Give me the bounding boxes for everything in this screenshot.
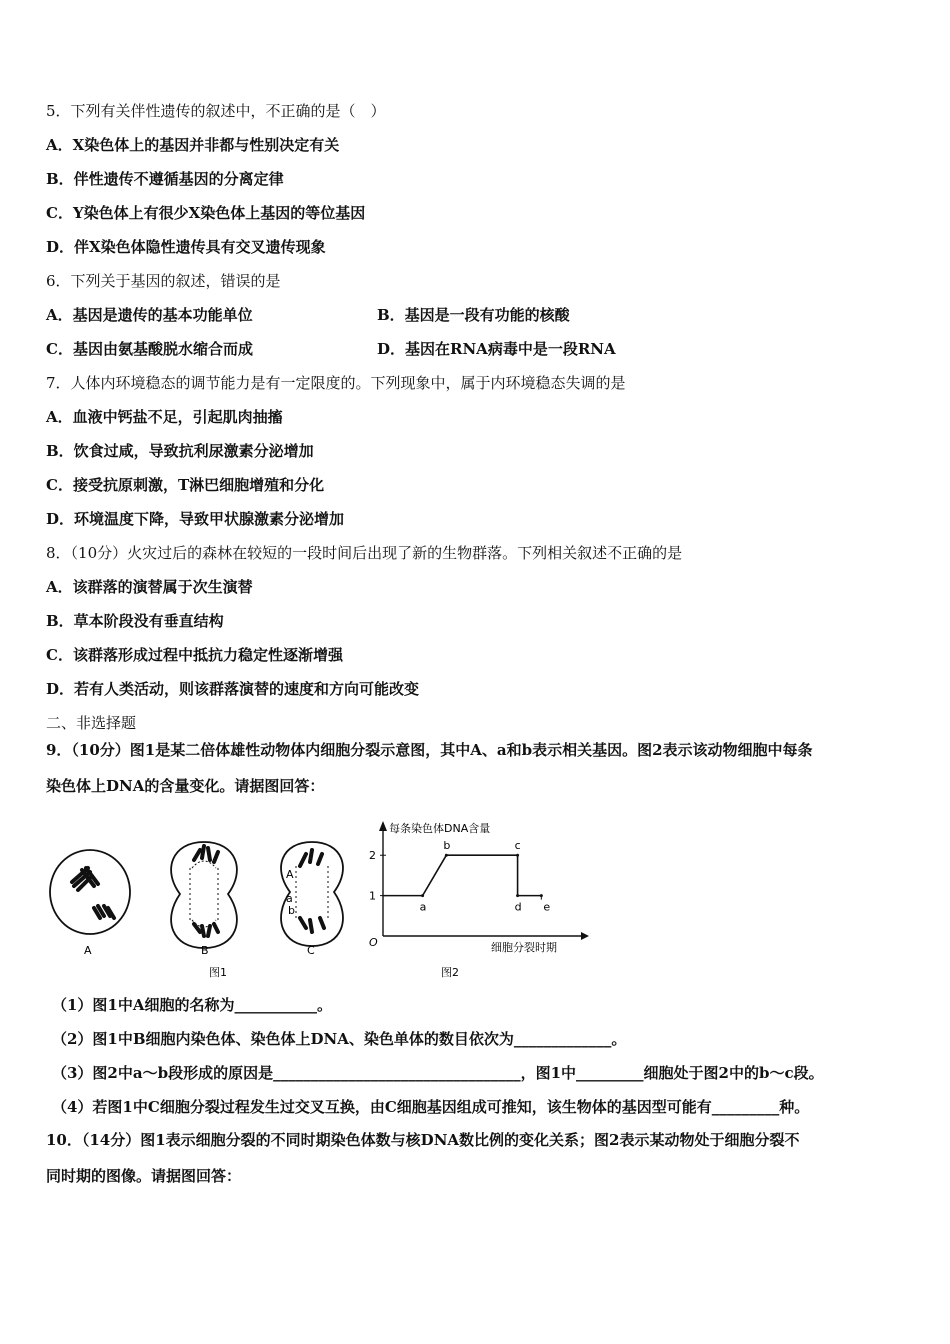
q5-option-a: A．X染色体上的基因并非都与性别决定有关	[46, 136, 340, 154]
point-label-a: a	[419, 900, 427, 914]
cell-c-label: C	[307, 944, 315, 957]
q9-sub4: （4）若图1中C细胞分裂过程发生过交叉互换，由C细胞基因组成可推知，该生物体的基因型可能有_________种。	[52, 1098, 810, 1116]
q10-stem-line1: 10．（14分）图1表示细胞分裂的不同时期染色体数与核DNA数比例的变化关系；图2表示某动物处于细胞分裂不	[46, 1131, 800, 1149]
q7-option-d: D．环境温度下降，导致甲状腺激素分泌增加	[46, 510, 345, 528]
q6-stem: 6．下列关于基因的叙述，错误的是	[46, 272, 281, 290]
q8-option-a: A．该群落的演替属于次生演替	[46, 578, 253, 596]
cell-a-label: A	[84, 944, 92, 957]
q6-option-a: A．基因是遗传的基本功能单位	[46, 306, 253, 324]
point-label-d: d	[514, 900, 522, 914]
y-tick-label: 1	[369, 889, 376, 903]
q9-sub3: （3）图2中a～b段形成的原因是_________________________________，图1中_________细胞处于图2中的b～c段。	[52, 1064, 824, 1082]
gene-label-A: A	[286, 868, 294, 881]
q5-stem: 5．下列有关伴性遗传的叙述中，不正确的是（ ）	[46, 102, 386, 120]
figure-2-chart	[365, 818, 590, 980]
q9-stem-line2: 染色体上DNA的含量变化。请据图回答：	[46, 777, 325, 795]
q8-option-c: C．该群落形成过程中抵抗力稳定性逐渐增强	[46, 646, 343, 664]
point-d	[516, 894, 519, 897]
q5-option-b: B．伴性遗传不遵循基因的分离定律	[46, 170, 284, 188]
q7-option-b: B．饮食过咸，导致抗利尿激素分泌增加	[46, 442, 314, 460]
y-axis-arrow	[379, 821, 387, 831]
cell-b	[171, 842, 237, 948]
q6-option-d: D．基因在RNA病毒中是一段RNA	[377, 340, 616, 358]
q7-option-c: C．接受抗原刺激，T淋巴细胞增殖和分化	[46, 476, 325, 494]
x-axis-label: 细胞分裂时期	[491, 941, 557, 954]
q10-stem-line2: 同时期的图像。请据图回答：	[46, 1167, 242, 1185]
point-c	[516, 854, 519, 857]
cell-a	[50, 850, 130, 934]
point-label-b: b	[443, 839, 451, 853]
figure-1-caption: 图1	[209, 966, 227, 979]
origin-label: O	[369, 936, 378, 949]
x-axis-arrow	[581, 932, 589, 940]
q8-stem: 8．（10分）火灾过后的森林在较短的一段时间后出现了新的生物群落。下列相关叙述不正确的是	[46, 544, 683, 562]
point-b	[445, 854, 448, 857]
q7-stem: 7．人体内环境稳态的调节能力是有一定限度的。下列现象中，属于内环境稳态失调的是	[46, 374, 626, 392]
q9-stem-line1: 9．（10分）图1是某二倍体雄性动物体内细胞分裂示意图，其中A、a和b表示相关基因。图2表示该动物细胞中每条	[46, 741, 813, 759]
point-label-e: e	[543, 900, 551, 914]
point-a	[421, 894, 424, 897]
cell-b-label: B	[201, 944, 209, 957]
cell-c	[281, 842, 343, 946]
dna-content-line	[383, 855, 541, 895]
q8-option-b: B．草本阶段没有垂直结构	[46, 612, 224, 630]
figure-1-cells	[44, 820, 364, 985]
y-axis-label: 每条染色体DNA含量	[389, 822, 491, 835]
figure-2-caption: 图2	[441, 966, 459, 979]
q7-option-a: A．血液中钙盐不足，引起肌肉抽搐	[46, 408, 283, 426]
y-tick-label: 2	[369, 849, 376, 863]
gene-label-b: b	[288, 904, 295, 917]
q9-sub2: （2）图1中B细胞内染色体、染色体上DNA、染色单体的数目依次为_____________。	[52, 1030, 627, 1048]
q9-sub1: （1）图1中A细胞的名称为___________。	[52, 996, 333, 1014]
q6-option-b: B．基因是一段有功能的核酸	[377, 306, 570, 324]
q5-option-d: D．伴X染色体隐性遗传具有交叉遗传现象	[46, 238, 326, 256]
q5-option-c: C．Y染色体上有很少X染色体上基因的等位基因	[46, 204, 366, 222]
gene-label-a: a	[286, 892, 293, 905]
q8-option-d: D．若有人类活动，则该群落演替的速度和方向可能改变	[46, 680, 420, 698]
point-label-c: c	[514, 839, 521, 853]
section-heading: 二、非选择题	[46, 714, 137, 732]
q6-option-c: C．基因由氨基酸脱水缩合而成	[46, 340, 253, 358]
